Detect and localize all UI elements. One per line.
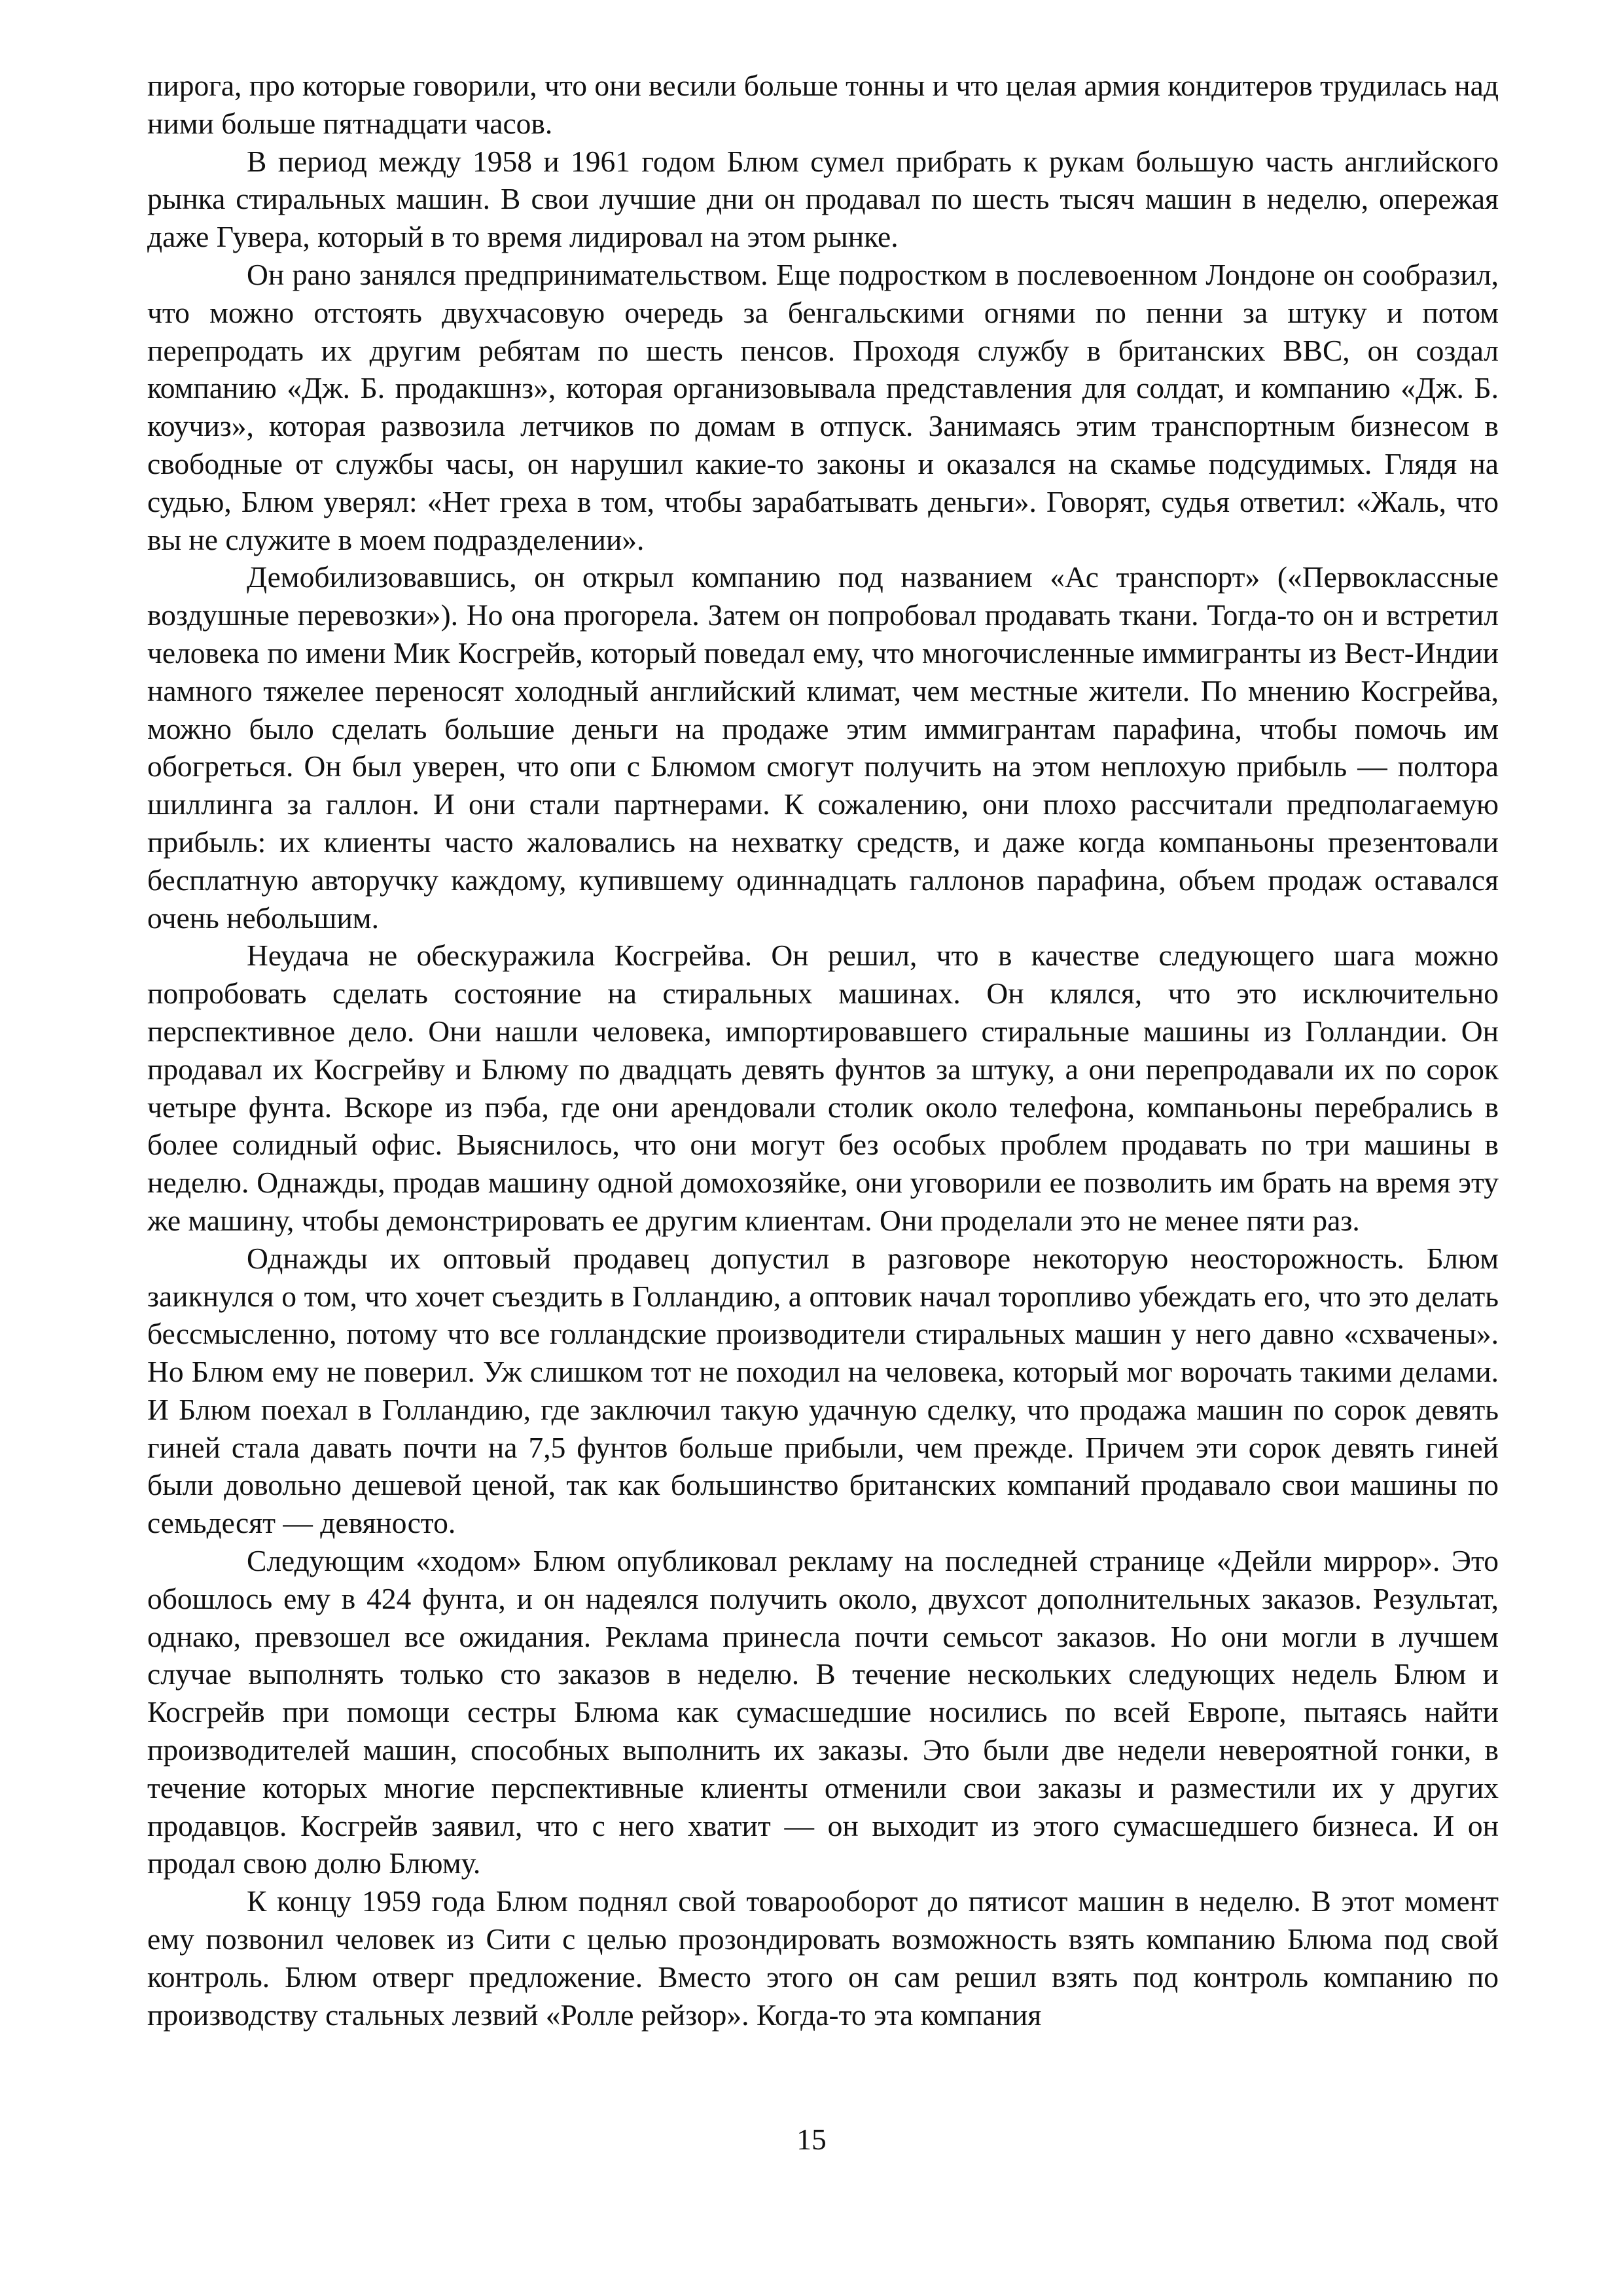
paragraph: Неудача не обескуражила Косгрейва. Он решил, что в качестве следующего шага можно попробовать сделать состояние на стиральных машинах. Он клялся, что это исключительно перспективное дело. Они нашли человека, импортировавшего стиральные машины из Голландии. Он продавал их Косгрейву и Блюму по двадцать девять фунтов за штуку, а они перепродавали их по сорок четыре фунта. Вскоре из пэба, где они арендовали столик около телефона, компаньоны перебрались в более солидный офис. Выяснилось, что они могут без особых проблем продавать по три машины в неделю. Однажды, продав машину одной домохозяйке, они уговорили ее позволить им брать на время эту же машину, чтобы демонстрировать ее другим клиентам. Они проделали это не менее пяти раз. (147, 939, 1499, 1237)
paragraph: К концу 1959 года Блюм поднял свой товарооборот до пятисот машин в неделю. В этот момент ему позвонил человек из Сити с целью прозондировать возможность взять компанию Блюма под свой контроль. Блюм отверг предложение. Вместо этого он сам решил взять под контроль компанию по производству стальных лезвий «Ролле рейзор». Когда-то эта компания (147, 1884, 1499, 2032)
paragraph-continuation: пирога, про которые говорили, что они весили больше тонны и что целая армия кондитеров трудилась над ними больше пятнадцати часов. (147, 69, 1499, 140)
paragraph: Он рано занялся предпринимательством. Еще подростком в послевоенном Лондоне он сообразил, что можно отстоять двухчасовую очередь за бенгальскими огнями по пенни за штуку и потом перепродать их другим ребятам по шесть пенсов. Проходя службу в британских ВВС, он создал компанию «Дж. Б. продакшнз», которая организовывала представления для солдат, и компанию «Дж. Б. коучиз», которая развозила летчиков по домам в отпуск. Занимаясь этим транспортным бизнесом в свободные от службы часы, он нарушил какие-то законы и оказался на скамье подсудимых. Глядя на судью, Блюм уверял: «Нет греха в том, чтобы зарабатывать деньги». Говорят, судья ответил: «Жаль, что вы не служите в моем подразделении». (147, 257, 1499, 556)
paragraph: Демобилизовавшись, он открыл компанию под названием «Ас транспорт» («Первоклассные воздушные перевозки»). Но она прогорела. Затем он попробовал продавать ткани. Тогда-то он и встретил человека по имени Мик Косгрейв, который поведал ему, что многочисленные иммигранты из Вест-Индии намного тяжелее переносят холодный английский климат, чем местные жители. По мнению Косгрейва, можно было сделать большие деньги на продаже этим иммигрантам парафина, чтобы помочь им обогреться. Он был уверен, что опи с Блюмом смогут получить на этом неплохую прибыль — полтора шиллинга за галлон. И они стали партнерами. К сожалению, они плохо рассчитали предполагаемую прибыль: их клиенты часто жаловались на нехватку средств, и даже когда компаньоны презентовали бесплатную авторучку каждому, купившему одиннадцать галлонов парафина, объем продаж оставался очень небольшим. (147, 560, 1499, 935)
page-number: 15 (796, 2123, 827, 2156)
paragraph: В период между 1958 и 1961 годом Блюм сумел прибрать к рукам большую часть английского рынка стиральных машин. В свои лучшие дни он продавал по шесть тысяч машин в неделю, опережая даже Гувера, который в то время лидировал на этом рынке. (147, 144, 1499, 254)
paragraph: Следующим «ходом» Блюм опубликовал рекламу на последней странице «Дейли миррор». Это обошлось ему в 424 фунта, и он надеялся получить около, двухсот дополнительных заказов. Результат, однако, превзошел все ожидания. Реклама принесла почти семьсот заказов. Но они могли в лучшем случае выполнять только сто заказов в неделю. В течение нескольких следующих недель Блюм и Косгрейв при помощи сестры Блюма как сумасшедшие носились по всей Европе, пытаясь найти производителей машин, способных выполнить их заказы. Это были две недели невероятной гонки, в течение которых многие перспективные клиенты отменили свои заказы и разместили их у других продавцов. Косгрейв заявил, что с него хватит — он выходит из этого сумасшедшего бизнеса. И он продал свою долю Блюму. (147, 1544, 1499, 1880)
body-text (147, 67, 1499, 2034)
paragraph: Однажды их оптовый продавец допустил в разговоре некоторую неосторожность. Блюм заикнулся о том, что хочет съездить в Голландию, а оптовик начал торопливо убеждать его, что это делать бессмысленно, потому что все голландские производители стиральных машин у него давно «схвачены». Но Блюм ему не поверил. Уж слишком тот не походил на человека, который мог ворочать такими делами. И Блюм поехал в Голландию, где заключил такую удачную сделку, что продажа машин по сорок девять гиней стала давать почти на 7,5 фунтов больше прибыли, чем прежде. Причем эти сорок девять гиней были довольно дешевой ценой, так как большинство британских компаний продавало свои машины по семьдесят — девяносто. (147, 1241, 1499, 1540)
